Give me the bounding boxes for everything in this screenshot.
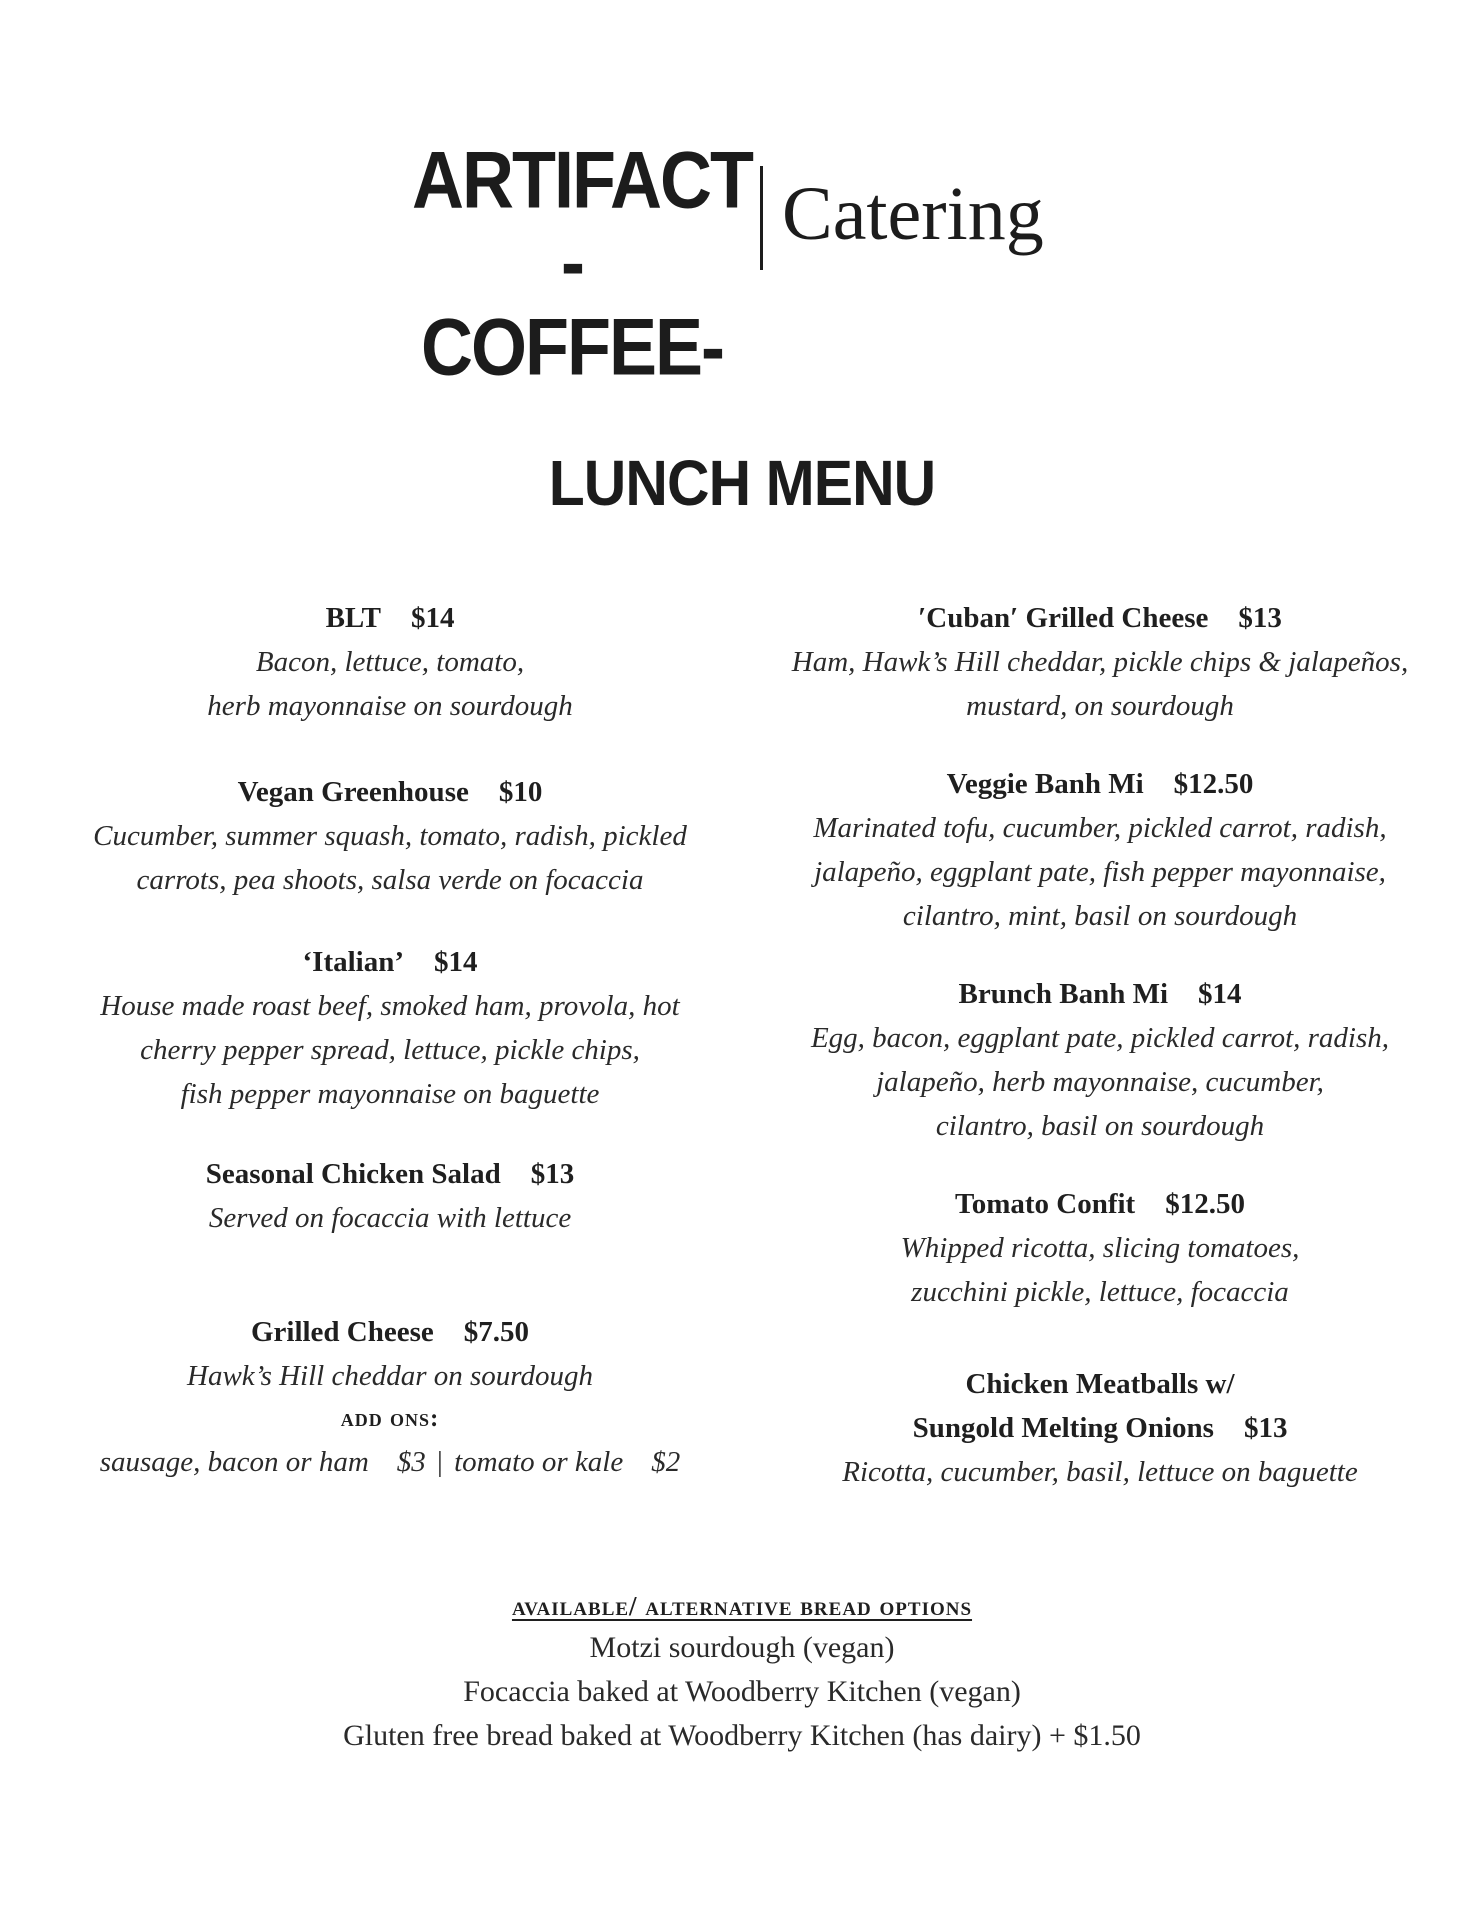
menu-item-heading (40, 1152, 740, 1196)
menu-item-desc: House made roast beef, smoked ham, provola, hot (100, 990, 680, 1022)
menu-item-price: $14 (410, 602, 455, 634)
menu-item-heading (740, 762, 1460, 806)
menu-item-name: Sungold Melting Onions (912, 1412, 1214, 1444)
menu-item-price: $12.50 (1165, 1188, 1245, 1220)
menu-item-desc: fish pepper mayonnaise on baguette (180, 1078, 600, 1110)
menu-item-heading-line1: Chicken Meatballs w/ (965, 1368, 1235, 1400)
logo-divider (760, 166, 763, 270)
menu-item-italian (40, 940, 740, 1116)
menu-item-desc: cilantro, mint, basil on sourdough (902, 900, 1298, 932)
menu-item-heading (40, 940, 740, 984)
menu-item-desc: jalapeño, herb mayonnaise, cucumber, (876, 1066, 1324, 1098)
menu-item-desc: Cucumber, summer squash, tomato, radish, pickled (93, 820, 687, 852)
addon-item: tomato or kale (454, 1446, 624, 1478)
addons-label: add ons: (340, 1405, 440, 1432)
menu-item-price: $14 (1198, 978, 1242, 1010)
menu-item-heading (740, 1406, 1460, 1450)
menu-item-heading (40, 770, 740, 814)
addon-price: $2 (651, 1446, 681, 1478)
menu-item-desc: Marinated tofu, cucumber, pickled carrot, radish, (813, 812, 1387, 844)
menu-item-price: $13 (1238, 602, 1282, 634)
artifact-coffee-logo (412, 135, 752, 393)
menu-item-desc: Egg, bacon, eggplant pate, pickled carrot, radish, (810, 1022, 1390, 1054)
menu-item-desc: Bacon, lettuce, tomato, (255, 646, 525, 678)
menu-item-name: Seasonal Chicken Salad (205, 1158, 501, 1190)
bread-option: Motzi sourdough (vegan) (589, 1631, 895, 1664)
menu-item-name: Vegan Greenhouse (237, 776, 469, 808)
menu-item-chicken-meatballs (740, 1362, 1460, 1494)
menu-item-heading (740, 596, 1460, 640)
menu-item-name: Tomato Confit (955, 1188, 1136, 1220)
menu-item-cuban-grilled-cheese (740, 596, 1460, 728)
menu-item-desc: herb mayonnaise on sourdough (207, 690, 573, 722)
menu-item-desc: zucchini pickle, lettuce, focaccia (911, 1276, 1289, 1308)
menu-item-desc: Hawk’s Hill cheddar on sourdough (187, 1360, 593, 1392)
menu-item-price: $13 (530, 1158, 575, 1190)
bread-option: Gluten free bread baked at Woodberry Kitchen (has dairy) + $1.50 (343, 1719, 1141, 1752)
menu-item-vegan-greenhouse (40, 770, 740, 902)
menu-item-price: $12.50 (1173, 768, 1254, 800)
brand-logo (412, 135, 1072, 393)
menu-item-desc: carrots, pea shoots, salsa verde on focaccia (136, 864, 644, 896)
bread-option: Focaccia baked at Woodberry Kitchen (vegan) (463, 1675, 1021, 1708)
addons-line (40, 1440, 740, 1484)
menu-item-heading (740, 1182, 1460, 1226)
menu-item-heading (40, 596, 740, 640)
menu-item-desc: Ricotta, cucumber, basil, lettuce on baguette (842, 1456, 1358, 1488)
menu-item-veggie-banh-mi (740, 762, 1460, 938)
menu-item-desc: Ham, Hawk’s Hill cheddar, pickle chips & jalapeños, (791, 646, 1409, 678)
menu-item-seasonal-chicken-salad (40, 1152, 740, 1240)
menu-item-heading (740, 972, 1460, 1016)
logo-line-artifact: ARTIFACT (412, 135, 752, 226)
logo-line-coffee: -COFFEE- (421, 217, 723, 393)
bread-options-section (0, 1586, 1484, 1758)
menu-item-name: ‘Italian’ (302, 946, 404, 978)
menu-item-name: Grilled Cheese (250, 1316, 434, 1348)
menu-item-price: $13 (1243, 1412, 1288, 1444)
menu-item-price: $7.50 (463, 1316, 530, 1348)
menu-item-blt (40, 596, 740, 728)
menu-item-name: Brunch Banh Mi (958, 978, 1168, 1010)
menu-item-desc: Whipped ricotta, slicing tomatoes, (900, 1232, 1300, 1264)
addon-item: sausage, bacon or ham (99, 1446, 369, 1478)
menu-item-price: $10 (498, 776, 543, 808)
menu-item-name: Veggie Banh Mi (946, 768, 1144, 800)
menu-item-name: ′Cuban′ Grilled Cheese (918, 602, 1209, 634)
menu-item-brunch-banh-mi (740, 972, 1460, 1148)
menu-item-name: BLT (325, 602, 381, 634)
menu-item-desc: cherry pepper spread, lettuce, pickle chips, (140, 1034, 640, 1066)
menu-item-desc: cilantro, basil on sourdough (935, 1110, 1265, 1142)
page-title: LUNCH MENU (548, 447, 936, 519)
menu-item-heading (40, 1310, 740, 1354)
addon-price: $3 (396, 1446, 426, 1478)
menu-item-grilled-cheese (40, 1310, 740, 1484)
menu-item-desc: mustard, on sourdough (966, 690, 1234, 722)
bread-options-heading: available/ alternative bread options (511, 1591, 973, 1621)
logo-catering-text: Catering (782, 172, 1044, 256)
menu-item-price: $14 (434, 946, 478, 978)
menu-item-desc: Served on focaccia with lettuce (208, 1202, 572, 1234)
addon-separator: | (437, 1446, 443, 1478)
menu-item-desc: jalapeño, eggplant pate, fish pepper mayonnaise, (814, 856, 1386, 888)
menu-item-tomato-confit (740, 1182, 1460, 1314)
